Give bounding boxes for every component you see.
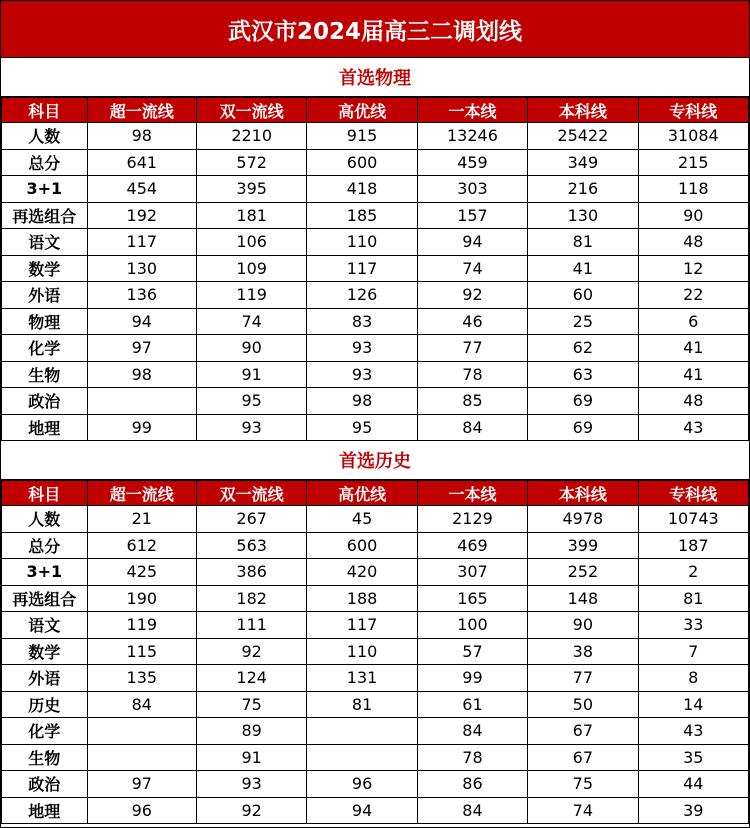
score-cell: 83 xyxy=(307,308,417,335)
score-cell: 131 xyxy=(307,665,417,692)
score-cell: 915 xyxy=(307,123,417,150)
score-cell: 77 xyxy=(528,665,638,692)
score-cell: 135 xyxy=(87,665,196,692)
score-cell: 90 xyxy=(528,612,638,639)
score-cell: 95 xyxy=(307,414,417,441)
score-cell: 216 xyxy=(528,176,638,203)
score-cell: 91 xyxy=(196,744,306,771)
table-row xyxy=(2,612,749,639)
score-cell: 126 xyxy=(307,282,417,309)
column-header: 一本线 xyxy=(417,481,527,506)
score-cell: 97 xyxy=(87,335,196,362)
score-cell: 386 xyxy=(196,559,306,586)
score-cell: 60 xyxy=(528,282,638,309)
row-label: 再选组合 xyxy=(2,585,88,612)
table-row xyxy=(2,532,749,559)
score-cell: 136 xyxy=(87,282,196,309)
score-cell: 94 xyxy=(307,797,417,824)
score-cell: 90 xyxy=(638,202,748,229)
row-label: 外语 xyxy=(2,282,88,309)
score-cell: 84 xyxy=(417,414,527,441)
section-title: 首选历史 xyxy=(1,441,749,480)
column-header-row xyxy=(2,481,749,506)
score-cell: 48 xyxy=(638,388,748,415)
score-cell: 81 xyxy=(528,229,638,256)
score-cell: 157 xyxy=(417,202,527,229)
table-row xyxy=(2,414,749,441)
table-row xyxy=(2,176,749,203)
score-cell: 67 xyxy=(528,718,638,745)
score-cell: 62 xyxy=(528,335,638,362)
score-cell: 117 xyxy=(307,612,417,639)
score-cell: 33 xyxy=(638,612,748,639)
row-label: 3+1 xyxy=(2,176,88,203)
score-cell: 130 xyxy=(87,255,196,282)
row-label: 再选组合 xyxy=(2,202,88,229)
score-cell: 38 xyxy=(528,638,638,665)
score-cell: 41 xyxy=(638,335,748,362)
score-cell: 50 xyxy=(528,691,638,718)
score-cell xyxy=(307,744,417,771)
section-title: 首选物理 xyxy=(1,58,749,97)
score-cell: 130 xyxy=(528,202,638,229)
score-cell: 420 xyxy=(307,559,417,586)
score-cell: 117 xyxy=(87,229,196,256)
score-cell: 89 xyxy=(196,718,306,745)
row-label: 总分 xyxy=(2,532,88,559)
table-row xyxy=(2,149,749,176)
column-header: 超一流线 xyxy=(87,98,196,123)
score-cell: 25 xyxy=(528,308,638,335)
column-header: 高优线 xyxy=(307,98,417,123)
score-cell: 94 xyxy=(87,308,196,335)
table-row xyxy=(2,255,749,282)
score-cell xyxy=(87,744,196,771)
score-cell: 63 xyxy=(528,361,638,388)
row-label: 语文 xyxy=(2,612,88,639)
score-cell: 563 xyxy=(196,532,306,559)
row-label: 化学 xyxy=(2,718,88,745)
row-label: 地理 xyxy=(2,414,88,441)
score-cell: 182 xyxy=(196,585,306,612)
physics-table xyxy=(1,97,749,441)
score-cell: 106 xyxy=(196,229,306,256)
score-cell: 75 xyxy=(528,771,638,798)
column-header: 科目 xyxy=(2,98,88,123)
column-header: 专科线 xyxy=(638,98,748,123)
score-cell: 124 xyxy=(196,665,306,692)
score-cell: 74 xyxy=(196,308,306,335)
score-cell: 7 xyxy=(638,638,748,665)
score-cell: 85 xyxy=(417,388,527,415)
score-cell: 2210 xyxy=(196,123,306,150)
row-label: 人数 xyxy=(2,506,88,533)
row-label: 3+1 xyxy=(2,559,88,586)
row-label: 人数 xyxy=(2,123,88,150)
row-label: 数学 xyxy=(2,638,88,665)
score-cell: 115 xyxy=(87,638,196,665)
score-cell: 14 xyxy=(638,691,748,718)
row-label: 语文 xyxy=(2,229,88,256)
score-cell: 43 xyxy=(638,414,748,441)
table-row xyxy=(2,229,749,256)
score-cell: 188 xyxy=(307,585,417,612)
score-cell: 459 xyxy=(417,149,527,176)
score-cell: 84 xyxy=(417,718,527,745)
score-cell: 307 xyxy=(417,559,527,586)
column-header: 科目 xyxy=(2,481,88,506)
score-cell: 95 xyxy=(196,388,306,415)
score-cell: 2 xyxy=(638,559,748,586)
score-cell: 92 xyxy=(196,638,306,665)
score-cell: 99 xyxy=(417,665,527,692)
score-cell: 192 xyxy=(87,202,196,229)
score-cell: 78 xyxy=(417,744,527,771)
score-cell: 77 xyxy=(417,335,527,362)
table-row xyxy=(2,585,749,612)
score-cell: 119 xyxy=(196,282,306,309)
score-cell: 399 xyxy=(528,532,638,559)
score-cell: 86 xyxy=(417,771,527,798)
score-cell: 93 xyxy=(196,771,306,798)
score-cell: 349 xyxy=(528,149,638,176)
score-cell: 44 xyxy=(638,771,748,798)
section-physics xyxy=(1,58,749,441)
row-label: 化学 xyxy=(2,335,88,362)
column-header: 专科线 xyxy=(638,481,748,506)
score-cell: 2129 xyxy=(417,506,527,533)
score-cell: 41 xyxy=(638,361,748,388)
table-row xyxy=(2,744,749,771)
score-cell: 469 xyxy=(417,532,527,559)
score-cell: 92 xyxy=(417,282,527,309)
score-cell: 118 xyxy=(638,176,748,203)
row-label: 地理 xyxy=(2,797,88,824)
score-cell: 612 xyxy=(87,532,196,559)
score-cell: 92 xyxy=(196,797,306,824)
score-cell: 84 xyxy=(87,691,196,718)
table-row xyxy=(2,638,749,665)
score-cell: 12 xyxy=(638,255,748,282)
column-header: 双一流线 xyxy=(196,481,306,506)
table-row xyxy=(2,665,749,692)
score-cell: 454 xyxy=(87,176,196,203)
score-cell: 100 xyxy=(417,612,527,639)
score-cell: 165 xyxy=(417,585,527,612)
score-cell: 48 xyxy=(638,229,748,256)
score-cell: 90 xyxy=(196,335,306,362)
score-cell: 600 xyxy=(307,149,417,176)
score-cell: 110 xyxy=(307,638,417,665)
score-cell: 75 xyxy=(196,691,306,718)
score-cell: 10743 xyxy=(638,506,748,533)
score-cell: 69 xyxy=(528,388,638,415)
score-cell: 181 xyxy=(196,202,306,229)
score-cell: 190 xyxy=(87,585,196,612)
score-cell: 57 xyxy=(417,638,527,665)
column-header: 双一流线 xyxy=(196,98,306,123)
score-cell: 6 xyxy=(638,308,748,335)
score-cell: 93 xyxy=(307,361,417,388)
score-cell: 111 xyxy=(196,612,306,639)
score-cell: 84 xyxy=(417,797,527,824)
row-label: 物理 xyxy=(2,308,88,335)
table-row xyxy=(2,559,749,586)
score-cell: 93 xyxy=(196,414,306,441)
table-row xyxy=(2,771,749,798)
score-cell: 418 xyxy=(307,176,417,203)
score-cell: 35 xyxy=(638,744,748,771)
score-cell: 98 xyxy=(307,388,417,415)
score-cell: 96 xyxy=(87,797,196,824)
column-header: 一本线 xyxy=(417,98,527,123)
score-cell: 600 xyxy=(307,532,417,559)
score-cell: 98 xyxy=(87,361,196,388)
row-label: 外语 xyxy=(2,665,88,692)
score-cell: 117 xyxy=(307,255,417,282)
row-label: 政治 xyxy=(2,771,88,798)
score-cell: 110 xyxy=(307,229,417,256)
score-cell: 4978 xyxy=(528,506,638,533)
table-row xyxy=(2,691,749,718)
score-cell: 91 xyxy=(196,361,306,388)
score-cell: 185 xyxy=(307,202,417,229)
score-cell: 93 xyxy=(307,335,417,362)
row-label: 数学 xyxy=(2,255,88,282)
score-cell: 425 xyxy=(87,559,196,586)
table-row xyxy=(2,797,749,824)
table-row xyxy=(2,202,749,229)
row-label: 总分 xyxy=(2,149,88,176)
score-cell: 13246 xyxy=(417,123,527,150)
table-row xyxy=(2,361,749,388)
table-row xyxy=(2,718,749,745)
score-cell: 99 xyxy=(87,414,196,441)
score-cell: 94 xyxy=(417,229,527,256)
row-label: 生物 xyxy=(2,361,88,388)
score-cell: 46 xyxy=(417,308,527,335)
score-cell: 641 xyxy=(87,149,196,176)
score-cell: 21 xyxy=(87,506,196,533)
score-cell: 119 xyxy=(87,612,196,639)
score-cell: 395 xyxy=(196,176,306,203)
score-cell: 69 xyxy=(528,414,638,441)
score-cell: 148 xyxy=(528,585,638,612)
score-cell: 74 xyxy=(528,797,638,824)
table-row xyxy=(2,335,749,362)
column-header: 本科线 xyxy=(528,481,638,506)
row-label: 历史 xyxy=(2,691,88,718)
score-cell: 8 xyxy=(638,665,748,692)
score-cell xyxy=(87,388,196,415)
score-cell: 25422 xyxy=(528,123,638,150)
score-cell: 22 xyxy=(638,282,748,309)
row-label: 生物 xyxy=(2,744,88,771)
row-label: 政治 xyxy=(2,388,88,415)
score-cell: 78 xyxy=(417,361,527,388)
score-cell: 98 xyxy=(87,123,196,150)
score-cell: 39 xyxy=(638,797,748,824)
score-cell: 215 xyxy=(638,149,748,176)
score-cell: 61 xyxy=(417,691,527,718)
column-header-row xyxy=(2,98,749,123)
score-cell: 97 xyxy=(87,771,196,798)
column-header: 高优线 xyxy=(307,481,417,506)
table-row xyxy=(2,388,749,415)
score-cell: 41 xyxy=(528,255,638,282)
score-cell: 31084 xyxy=(638,123,748,150)
history-table xyxy=(1,480,749,824)
score-cell: 74 xyxy=(417,255,527,282)
score-cell: 267 xyxy=(196,506,306,533)
section-history xyxy=(1,441,749,824)
score-cell xyxy=(307,718,417,745)
page-title: 武汉市2024届高三二调划线 xyxy=(1,1,749,58)
score-cell xyxy=(87,718,196,745)
score-cell: 43 xyxy=(638,718,748,745)
score-cell: 109 xyxy=(196,255,306,282)
score-cell: 303 xyxy=(417,176,527,203)
table-row xyxy=(2,123,749,150)
column-header: 本科线 xyxy=(528,98,638,123)
column-header: 超一流线 xyxy=(87,481,196,506)
score-cell: 81 xyxy=(307,691,417,718)
score-cell: 187 xyxy=(638,532,748,559)
score-cell: 572 xyxy=(196,149,306,176)
score-cell: 252 xyxy=(528,559,638,586)
score-cell: 67 xyxy=(528,744,638,771)
table-row xyxy=(2,282,749,309)
table-row xyxy=(2,308,749,335)
score-cell: 45 xyxy=(307,506,417,533)
score-cell: 96 xyxy=(307,771,417,798)
table-row xyxy=(2,506,749,533)
score-cell: 81 xyxy=(638,585,748,612)
